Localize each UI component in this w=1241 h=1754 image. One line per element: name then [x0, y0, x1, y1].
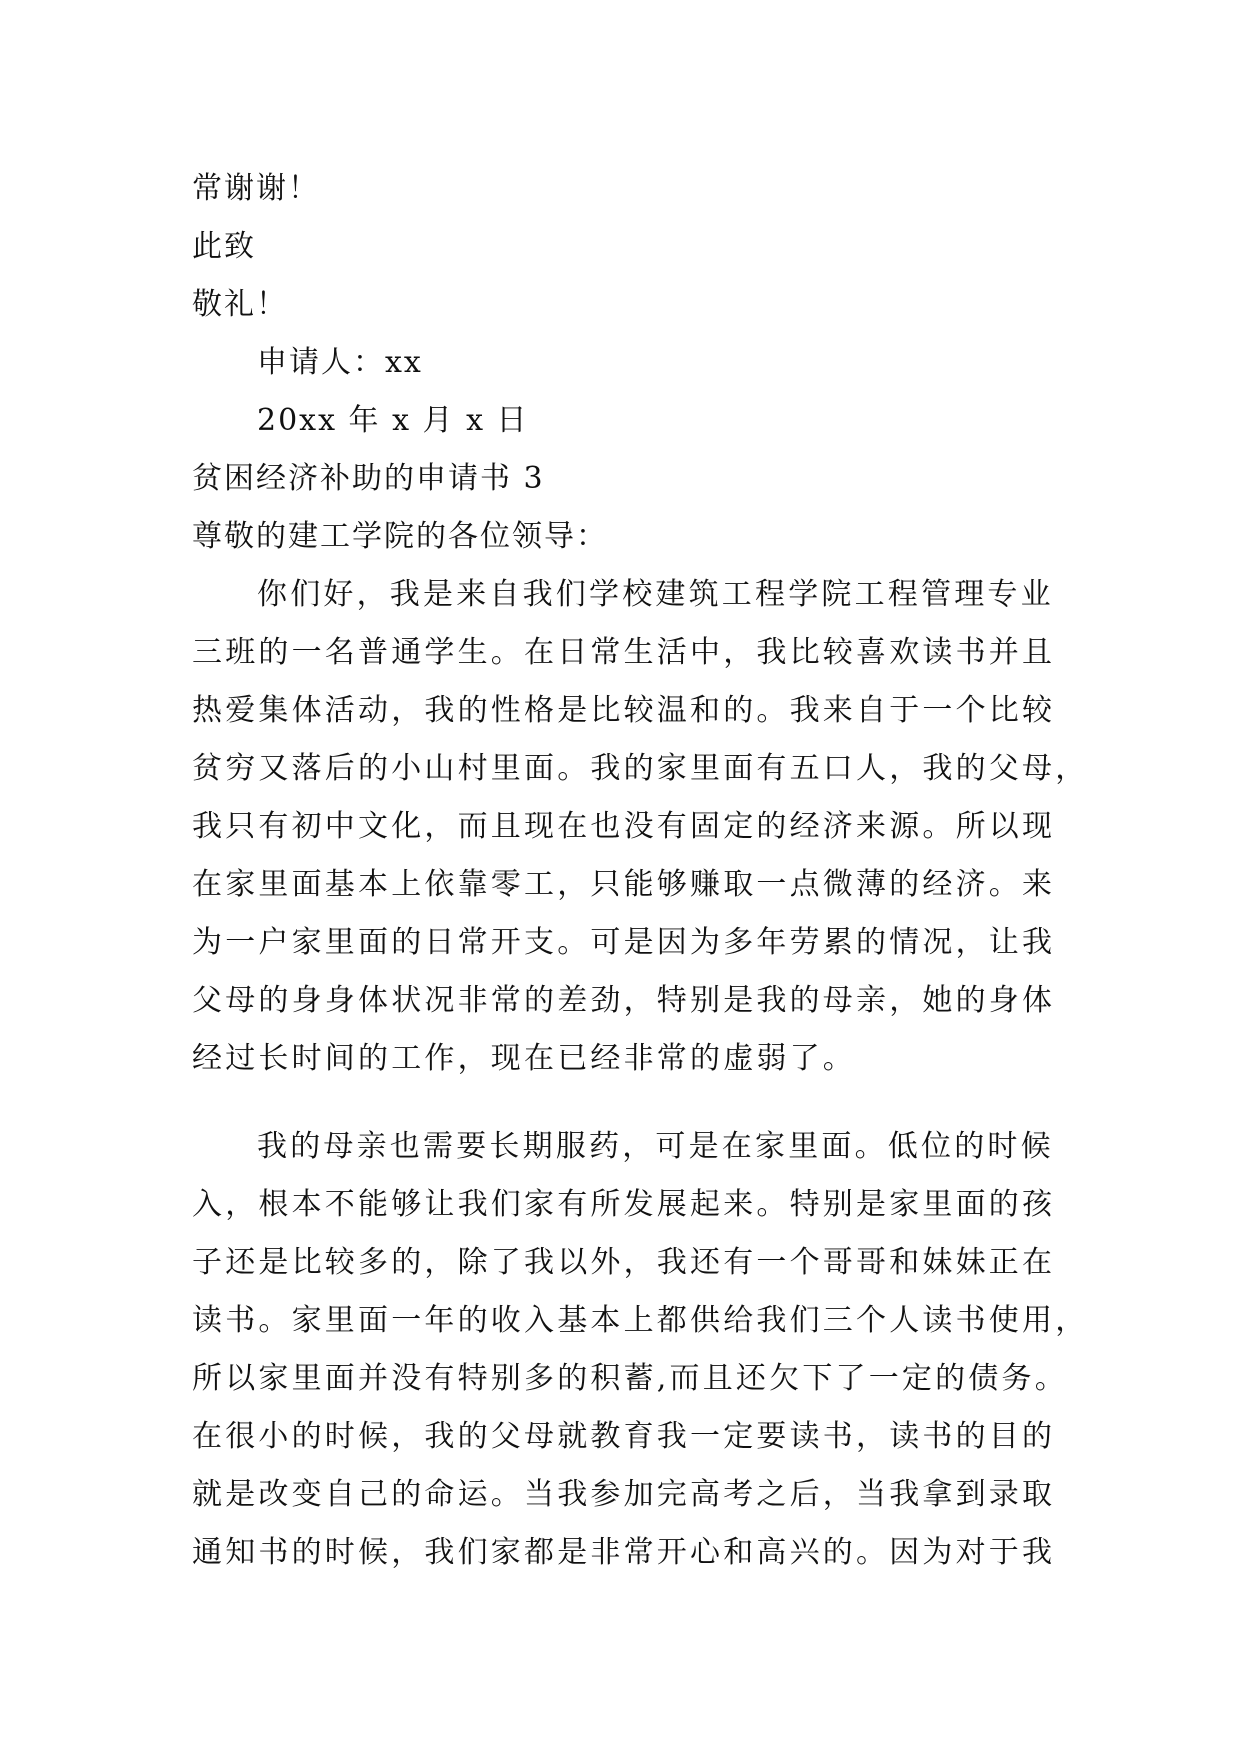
paragraph-line: 在家里面基本上依靠零工，只能够赚取一点微薄的经济。来	[192, 867, 1056, 902]
paragraph-line: 经过长时间的工作，现在已经非常的虚弱了。	[192, 1041, 856, 1076]
closing-thanks: 常谢谢！	[192, 171, 320, 206]
paragraph-line: 你们好，我是来自我们学校建筑工程学院工程管理专业	[257, 577, 1054, 612]
paragraph-line: 热爱集体活动，我的性格是比较温和的。我来自于一个比较	[192, 693, 1056, 728]
salutation: 尊敬的建工学院的各位领导：	[192, 519, 608, 554]
paragraph-line: 我的母亲也需要长期服药，可是在家里面。低位的时候	[257, 1129, 1054, 1164]
closing-jingli: 敬礼！	[192, 287, 288, 322]
paragraph-1	[192, 566, 1089, 1088]
section-title: 贫困经济补助的申请书 3	[192, 461, 545, 496]
signature-date: 20xx 年 x 月 x 日	[257, 403, 529, 438]
paragraph-line: 为一户家里面的日常开支。可是因为多年劳累的情况，让我	[192, 925, 1056, 960]
paragraph-line: 就是改变自己的命运。当我参加完高考之后，当我拿到录取	[192, 1477, 1056, 1512]
paragraph-line: 入，根本不能够让我们家有所发展起来。特别是家里面的孩	[192, 1187, 1056, 1222]
document-body	[192, 160, 1089, 1582]
paragraph-line: 贫穷又落后的小山村里面。我的家里面有五口人，我的父母，	[192, 751, 1089, 786]
paragraph-2	[192, 1118, 1089, 1582]
signature-applicant: 申请人：xx	[257, 345, 423, 380]
closing-cizhi: 此致	[192, 229, 256, 264]
paragraph-line: 子还是比较多的，除了我以外，我还有一个哥哥和妹妹正在	[192, 1245, 1056, 1280]
paragraph-line: 在很小的时候，我的父母就教育我一定要读书，读书的目的	[192, 1419, 1056, 1454]
paragraph-line: 父母的身身体状况非常的差劲，特别是我的母亲，她的身体	[192, 983, 1056, 1018]
paragraph-line: 三班的一名普通学生。在日常生活中，我比较喜欢读书并且	[192, 635, 1056, 670]
paragraph-gap	[192, 1088, 1052, 1118]
paragraph-line: 我只有初中文化，而且现在也没有固定的经济来源。所以现	[192, 809, 1056, 844]
paragraph-line: 通知书的时候，我们家都是非常开心和高兴的。因为对于我	[192, 1535, 1056, 1570]
paragraph-line: 所以家里面并没有特别多的积蓄,而且还欠下了一定的债务。	[192, 1361, 1068, 1396]
paragraph-line: 读书。家里面一年的收入基本上都供给我们三个人读书使用，	[192, 1303, 1089, 1338]
